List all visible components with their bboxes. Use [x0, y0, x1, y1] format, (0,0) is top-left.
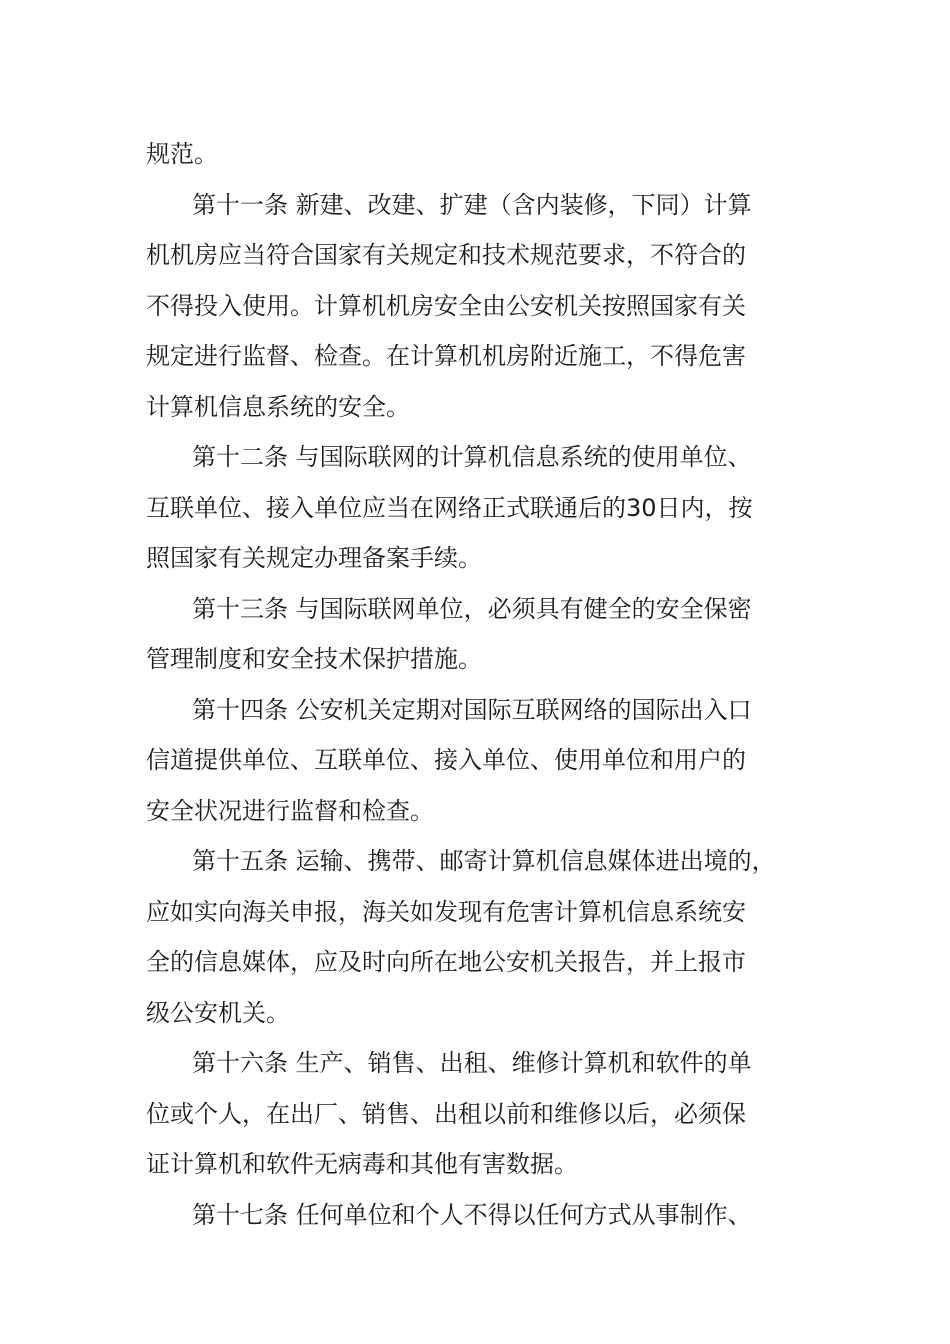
- text-line: 规范。: [146, 140, 218, 168]
- text-line: 全的信息媒体，应及时向所在地公安机关报告，并上报市: [146, 948, 746, 976]
- article-17-heading-line: 第十七条 任何单位和个人不得以任何方式从事制作、: [192, 1200, 752, 1229]
- text-line: 规定进行监督、检查。在计算机机房附近施工，不得危害: [146, 342, 746, 370]
- article-16-heading-line: 第十六条 生产、销售、出租、维修计算机和软件的单: [192, 1049, 752, 1077]
- text-line: 证计算机和软件无病毒和其他有害数据。: [146, 1150, 578, 1178]
- text-line: 位或个人，在出厂、销售、出租以前和维修以后，必须保: [146, 1099, 746, 1128]
- text-line: 安全状况进行监督和检查。: [146, 796, 434, 825]
- article-13-heading-line: 第十三条 与国际联网单位，必须具有健全的安全保密: [192, 594, 752, 623]
- text-line: 信道提供单位、互联单位、接入单位、使用单位和用户的: [146, 746, 746, 774]
- text-line: 管理制度和安全技术保护措施。: [146, 645, 482, 673]
- text-line: 不得投入使用。计算机机房安全由公安机关按照国家有关: [146, 291, 746, 320]
- text-line: 级公安机关。: [146, 998, 290, 1027]
- text-line: 计算机信息系统的安全。: [146, 392, 410, 421]
- article-14-heading-line: 第十四条 公安机关定期对国际互联网络的国际出入口: [192, 695, 752, 724]
- text-line: 应如实向海关申报，海关如发现有危害计算机信息系统安: [146, 897, 746, 926]
- article-15-heading-line: 第十五条 运输、携带、邮寄计算机信息媒体进出境的，: [192, 847, 776, 875]
- text-line: 照国家有关规定办理备案手续。: [146, 544, 482, 572]
- text-line: 互联单位、接入单位应当在网络正式联通后的30日内，按: [146, 493, 753, 522]
- text-line: 机机房应当符合国家有关规定和技术规范要求，不符合的: [146, 241, 746, 269]
- article-11-heading-line: 第十一条 新建、改建、扩建（含内装修，下同）计算: [192, 190, 752, 219]
- article-12-heading-line: 第十二条 与国际联网的计算机信息系统的使用单位、: [192, 443, 752, 471]
- document-body: [146, 129, 811, 1240]
